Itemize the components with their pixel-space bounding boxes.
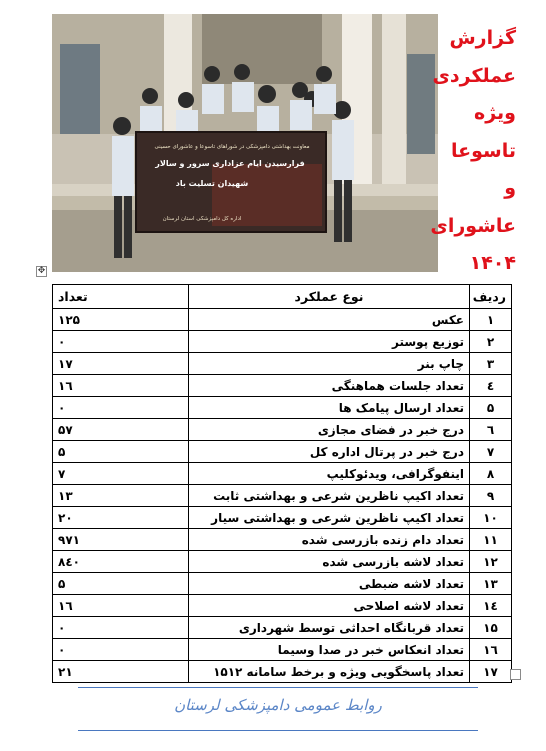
count-cell: ۱۳ xyxy=(53,485,189,507)
title-line-5: و عاشورای xyxy=(430,177,516,237)
title-year: ۱۴۰۴ xyxy=(469,252,516,274)
count-cell: ۵ xyxy=(53,573,189,595)
table-row xyxy=(53,353,512,375)
activity-type-cell: درج خبر در فضای مجازی xyxy=(189,419,470,441)
group-photo xyxy=(52,14,438,272)
count-cell: ۱٦ xyxy=(53,375,189,397)
row-number-cell: ۱٦ xyxy=(470,639,512,661)
count-cell: ۹۷۱ xyxy=(53,529,189,551)
row-number-cell: ۳ xyxy=(470,353,512,375)
footer-text: روابط عمومی دامپزشکی لرستان xyxy=(174,696,382,714)
count-cell: ۰ xyxy=(53,331,189,353)
banner-line-2: فرارسیدن ایام عزاداری سرور و سالار xyxy=(155,159,305,168)
table-body xyxy=(53,309,512,683)
banner-line-4: اداره کل دامپزشکی استان لرستان xyxy=(162,216,242,222)
count-cell: ۰ xyxy=(53,397,189,419)
table-move-handle[interactable]: ✥ xyxy=(37,266,46,276)
banner-line-3: شهیدان تسلیت باد xyxy=(175,179,249,188)
row-number-cell: ۵ xyxy=(470,397,512,419)
row-number-cell: ۷ xyxy=(470,441,512,463)
title-line-4: تاسوعا xyxy=(451,139,516,162)
report-title xyxy=(416,20,516,283)
row-number-cell: ۱۵ xyxy=(470,617,512,639)
count-cell: ۸٤۰ xyxy=(53,551,189,573)
footer-rule-bottom xyxy=(78,730,478,731)
count-cell: ۱٦ xyxy=(53,595,189,617)
table-row xyxy=(53,441,512,463)
header-count: تعداد xyxy=(53,285,189,309)
count-cell: ۲۱ xyxy=(53,661,189,683)
banner-line-1: معاونت بهداشتی دامپزشکی در شوراهای تاسوعا و عاشورای حسینی xyxy=(154,144,310,150)
row-number-cell: ۱۰ xyxy=(470,507,512,529)
table-row xyxy=(53,507,512,529)
title-line-1: گزارش xyxy=(449,27,516,49)
count-cell: ۲۰ xyxy=(53,507,189,529)
group-photo-drawing xyxy=(52,14,438,272)
row-number-cell: ٤ xyxy=(470,375,512,397)
count-cell: ۰ xyxy=(53,639,189,661)
activity-type-cell: تعداد لاشه بازرسی شده xyxy=(189,551,470,573)
activity-type-cell: تعداد پاسخگویی ویژه و برخط سامانه ۱۵۱۲ xyxy=(189,661,470,683)
count-cell: ۱۲۵ xyxy=(53,309,189,331)
header-activity-type: نوع عملکرد xyxy=(189,285,470,309)
table-row xyxy=(53,595,512,617)
row-number-cell: ۹ xyxy=(470,485,512,507)
activity-type-cell: تعداد اکیپ ناظرین شرعی و بهداشتی سیار xyxy=(189,507,470,529)
table-header-row xyxy=(53,285,512,309)
count-cell: ۷ xyxy=(53,463,189,485)
row-number-cell: ٦ xyxy=(470,419,512,441)
activity-type-cell: تعداد دام زنده بازرسی شده xyxy=(189,529,470,551)
table-row xyxy=(53,661,512,683)
activity-type-cell: درج خبر در پرتال اداره کل xyxy=(189,441,470,463)
table-row xyxy=(53,331,512,353)
row-number-cell: ۱ xyxy=(470,309,512,331)
activity-type-cell: تعداد لاشه ضبطی xyxy=(189,573,470,595)
activity-table xyxy=(52,284,512,683)
activity-type-cell: تعداد لاشه اصلاحی xyxy=(189,595,470,617)
footer-rule-top xyxy=(78,687,478,688)
row-number-cell: ۲ xyxy=(470,331,512,353)
title-line-2: عملکردی xyxy=(432,64,516,87)
row-number-cell: ۸ xyxy=(470,463,512,485)
activity-type-cell: تعداد ارسال پیامک ها xyxy=(189,397,470,419)
table-row xyxy=(53,639,512,661)
activity-type-cell: تعداد اکیپ ناظرین شرعی و بهداشتی ثابت xyxy=(189,485,470,507)
activity-type-cell: تعداد جلسات هماهنگی xyxy=(189,375,470,397)
activity-type-cell: توزیع پوستر xyxy=(189,331,470,353)
title-line-3: ویژه xyxy=(474,102,516,124)
table-row xyxy=(53,573,512,595)
row-number-cell: ۱۱ xyxy=(470,529,512,551)
activity-type-cell: چاپ بنر xyxy=(189,353,470,375)
table-row xyxy=(53,617,512,639)
row-number-cell: ۱۲ xyxy=(470,551,512,573)
table-row xyxy=(53,551,512,573)
table-row xyxy=(53,397,512,419)
table-row xyxy=(53,463,512,485)
table-resize-handle[interactable] xyxy=(510,669,521,680)
row-number-cell: ۱۷ xyxy=(470,661,512,683)
count-cell: ۱۷ xyxy=(53,353,189,375)
table-row xyxy=(53,419,512,441)
count-cell: ۰ xyxy=(53,617,189,639)
activity-type-cell: اینفوگرافی، ویدئوکلیپ xyxy=(189,463,470,485)
table-row xyxy=(53,529,512,551)
activity-type-cell: عکس xyxy=(189,309,470,331)
row-number-cell: ۱۳ xyxy=(470,573,512,595)
activity-type-cell: تعداد انعکاس خبر در صدا وسیما xyxy=(189,639,470,661)
row-number-cell: ۱٤ xyxy=(470,595,512,617)
table-row xyxy=(53,309,512,331)
table-row xyxy=(53,485,512,507)
activity-type-cell: تعداد قربانگاه احداثی توسط شهرداری xyxy=(189,617,470,639)
count-cell: ۵۷ xyxy=(53,419,189,441)
table-row xyxy=(53,375,512,397)
header-row-number: ردیف xyxy=(470,285,512,309)
count-cell: ۵ xyxy=(53,441,189,463)
